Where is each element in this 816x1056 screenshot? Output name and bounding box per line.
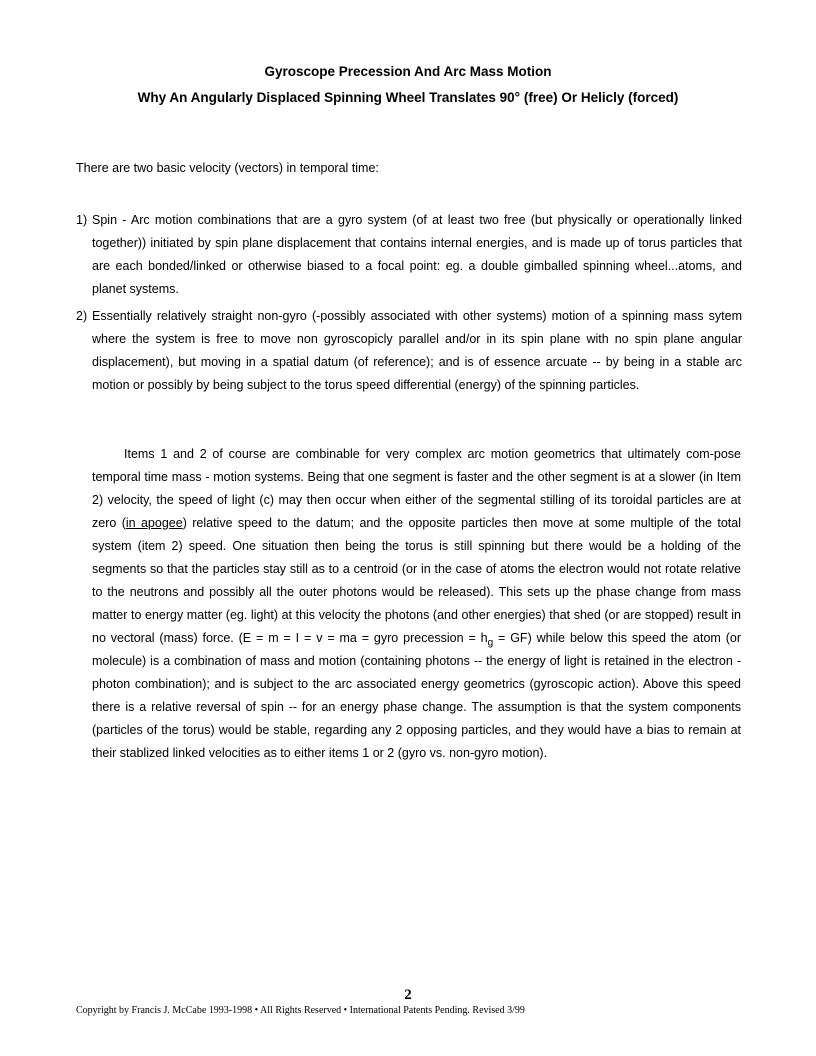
underlined-term: in apogee: [125, 516, 183, 530]
paragraph-text: Items 1 and 2 of course are combinable for very complex arc motion geometrics that ultimately com-pose temporal time mass - motion systems. Being that one segment is faster and the other segment is at a slower (in Item 2) velocity, the speed of light (c) may then occur when either of the segmental stilling of its toroidal particles are at zero (: [92, 447, 741, 530]
list-item: [76, 305, 742, 397]
list-item-number: 1): [76, 213, 88, 227]
page-title: Gyroscope Precession And Arc Mass Motion: [264, 64, 552, 79]
intro-text: There are two basic velocity (vectors) in temporal time:: [76, 161, 379, 175]
list-item-text: Essentially relatively straight non-gyro (-possibly associated with other systems) motion of a spinning mass sytem where the system is free to move non gyroscopicly parallel and/or in its spin plane with no spin plane angular displacement), but moving in a spatial datum (of reference); and is of essence arcuate -- by being in a stable arc motion or possibly by being subject to the torus speed differential (energy) of the spinning particles.: [92, 309, 742, 392]
body-paragraph: [92, 443, 741, 765]
list-item: [76, 209, 742, 301]
paragraph-text: ) relative speed to the datum; and the opposite particles then move at some multiple of the total system (item 2) speed. One situation then being the torus is still spinning but there would be a holding of the segments so that the particles stay still as to a centroid (or in the case of atoms the electron would not rotate relative to the neutrons and possibly all the outer photons would be released). This sets up the phase change from mass matter to energy matter (eg. light) at this velocity the photons (and other energies) that shed (or are stopped) result in no vectoral (mass) force. (E = m = I = v = ma = gyro precession = h: [92, 516, 742, 645]
page-number: 2: [404, 987, 412, 1003]
subscript-g: g: [487, 637, 494, 649]
list-item-text: Spin - Arc motion combinations that are a gyro system (of at least two free (but physically or operationally linked together)) initiated by spin plane displacement that contains internal energies, and is made up of torus particles that are each bonded/linked or otherwise biased to a focal point: eg. a double gimballed spinning wheel...atoms, and planet systems.: [92, 213, 742, 296]
copyright-footer: Copyright by Francis J. McCabe 1993-1998 • All Rights Reserved • International Patents Pending. Revised 3/99: [76, 1005, 525, 1016]
list-item-number: 2): [76, 309, 88, 323]
numbered-list: [76, 209, 742, 397]
page-subtitle: Why An Angularly Displaced Spinning Wheel Translates 90° (free) Or Helicly (forced): [137, 90, 679, 105]
paragraph-text: = GF) while below this speed the atom (or molecule) is a combination of mass and motion (containing photons -- the energy of light is retained in the electron - photon combination); and is subject to the arc associated energy geometrics (gyroscopic action). Above this speed there is a relative reversal of spin -- for an energy phase change. The assumption is that the system components (particles of the torus) would be stable, regarding any 2 opposing particles, and they would have a bias to remain at their stablized linked velocities as to either items 1 or 2 (gyro vs. non-gyro motion).: [92, 631, 741, 760]
